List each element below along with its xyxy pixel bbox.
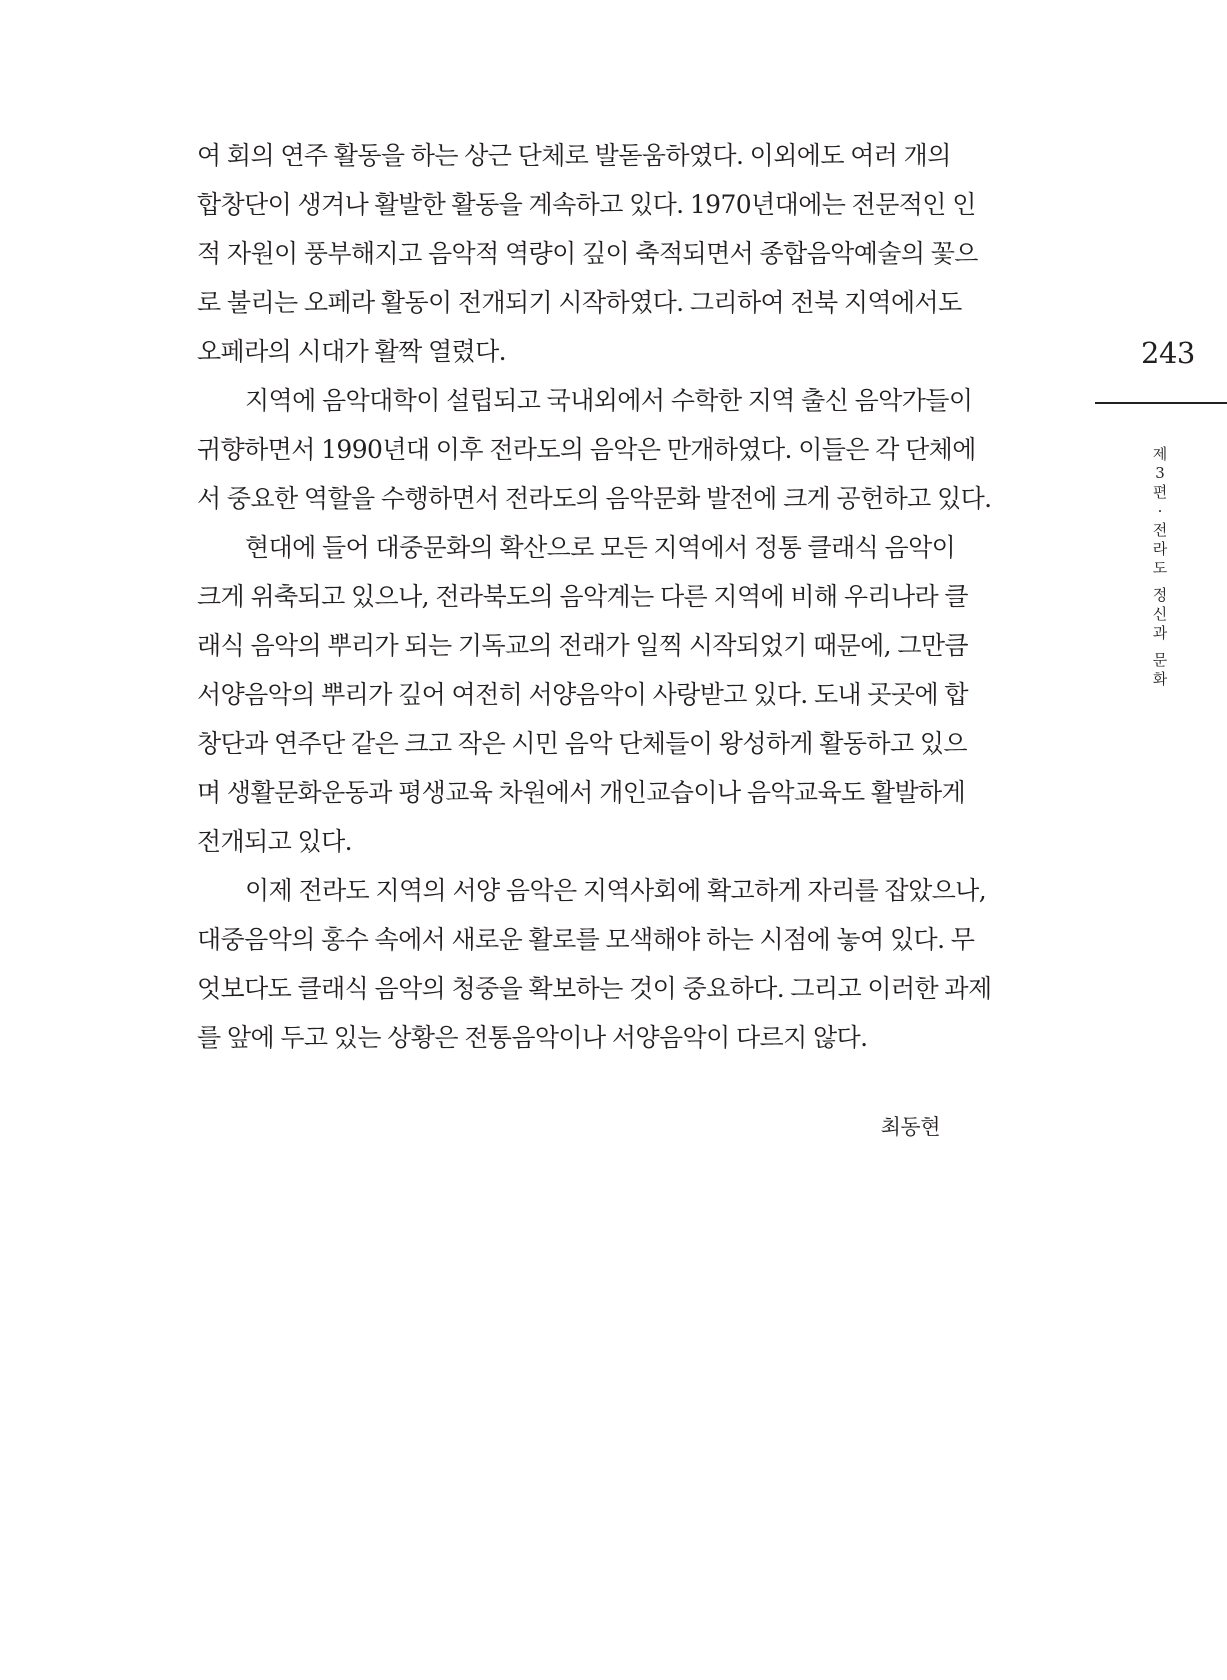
section-label-char: 문 [1152, 651, 1168, 669]
text-line: 로 불리는 오페라 활동이 전개되기 시작하였다. 그리하여 전북 지역에서도 [197, 288, 962, 317]
text-line: 창단과 연주단 같은 크고 작은 시민 음악 단체들이 왕성하게 활동하고 있으 [197, 729, 967, 758]
section-label-char: 정 [1152, 586, 1168, 604]
text-line: 합창단이 생겨나 활발한 활동을 계속하고 있다. 1970년대에는 전문적인 인 [197, 190, 976, 219]
text-line: 현대에 들어 대중문화의 확산으로 모든 지역에서 정통 클래식 음악이 [245, 533, 956, 562]
text-line: 를 앞에 두고 있는 상황은 전통음악이나 서양음악이 다르지 않다. [197, 1023, 868, 1052]
section-label-char: · [1157, 502, 1163, 520]
text-line: 오페라의 시대가 활짝 열렸다. [197, 337, 506, 366]
section-label-char: 과 [1152, 624, 1168, 642]
text-line: 지역에 음악대학이 설립되고 국내외에서 수학한 지역 출신 음악가들이 [245, 386, 973, 415]
author-name: 최동현 [880, 1115, 940, 1139]
text-line: 크게 위축되고 있으나, 전라북도의 음악계는 다른 지역에 비해 우리나라 클 [197, 582, 968, 611]
section-label-char: 전 [1152, 521, 1168, 539]
section-label-char: 화 [1152, 670, 1168, 688]
header-rule [1095, 402, 1227, 404]
text-line: 대중음악의 홍수 속에서 새로운 활로를 모색해야 하는 시점에 놓여 있다. 무 [197, 925, 975, 954]
paragraph-4 [197, 866, 992, 1062]
paragraph-2 [197, 376, 992, 523]
section-label-char [1149, 643, 1171, 651]
text-line: 적 자원이 풍부해지고 음악적 역량이 깊이 축적되면서 종합음악예술의 꽃으 [197, 239, 978, 268]
text-line: 서양음악의 뿌리가 깊어 여전히 서양음악이 사랑받고 있다. 도내 곳곳에 합 [197, 680, 968, 709]
section-label-char [1149, 578, 1171, 586]
text-line: 며 생활문화운동과 평생교육 차원에서 개인교습이나 음악교육도 활발하게 [197, 778, 966, 807]
section-label-vertical [1149, 445, 1171, 689]
text-line: 이제 전라도 지역의 서양 음악은 지역사회에 확고하게 자리를 잡았으나, [245, 876, 987, 905]
text-line: 래식 음악의 뿌리가 되는 기독교의 전래가 일찍 시작되었기 때문에, 그만큼 [197, 631, 968, 660]
page-number: 243 [1141, 336, 1195, 370]
paragraph-3 [197, 523, 968, 866]
text-line: 전개되고 있다. [197, 827, 352, 856]
body-text [197, 131, 992, 1062]
section-label-char: 도 [1152, 559, 1168, 577]
section-label-char: 신 [1152, 605, 1168, 623]
section-label-char: 편 [1152, 483, 1168, 501]
text-line: 엇보다도 클래식 음악의 청중을 확보하는 것이 중요하다. 그리고 이러한 과제 [197, 974, 992, 1003]
text-line: 귀향하면서 1990년대 이후 전라도의 음악은 만개하였다. 이들은 각 단체에 [197, 435, 976, 464]
text-line: 서 중요한 역할을 수행하면서 전라도의 음악문화 발전에 크게 공헌하고 있다. [197, 484, 992, 513]
section-label-char: 3 [1155, 464, 1165, 482]
text-line: 여 회의 연주 활동을 하는 상근 단체로 발돋움하였다. 이외에도 여러 개의 [197, 141, 951, 170]
section-label-char: 제 [1152, 445, 1168, 463]
section-label-char: 라 [1152, 540, 1168, 558]
paragraph-1 [197, 131, 978, 376]
